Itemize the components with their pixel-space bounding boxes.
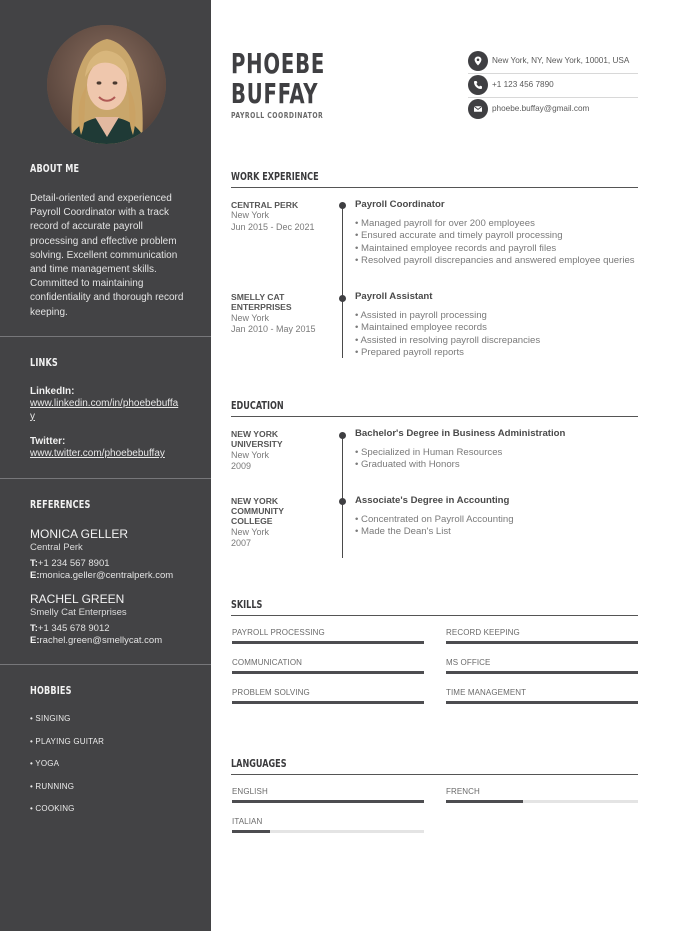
- reference-email: [30, 570, 173, 581]
- profile-photo: [47, 25, 166, 144]
- reference-name: RACHEL GREEN: [30, 592, 125, 606]
- skill-label: RECORD KEEPING: [446, 628, 520, 637]
- language-label: FRENCH: [446, 787, 480, 796]
- linkedin-label: LinkedIn:: [30, 386, 75, 397]
- skill-bar: [446, 701, 638, 704]
- email-text: phoebe.buffay@gmail.com: [492, 104, 590, 113]
- skill-bar-fill: [232, 701, 424, 704]
- job-bullet: • Assisted in resolving payroll discrepancies: [355, 335, 541, 346]
- email-value: monica.geller@centralperk.com: [39, 570, 174, 581]
- education-bullet: • Graduated with Honors: [355, 459, 460, 470]
- hobby-item: • YOGA: [30, 759, 60, 768]
- degree-title: Associate's Degree in Accounting: [355, 495, 510, 506]
- skill-bar: [446, 641, 638, 644]
- school-location: New York: [231, 450, 270, 460]
- about-text: Detail-oriented and experienced Payroll Coordinator with a track record of accurate payroll processing and effective problem solving. Excellent communication and time management skills. Committed to maintaining confidentiality and thorough record keeping.: [30, 193, 184, 318]
- degree-title: Bachelor's Degree in Business Administration: [355, 428, 566, 439]
- education-heading: EDUCATION: [231, 399, 284, 412]
- email-label: E:: [30, 635, 40, 646]
- portrait-image: [47, 25, 166, 144]
- address-text: New York, NY, New York, 10001, USA: [492, 56, 630, 65]
- reference-phone: [30, 623, 110, 634]
- language-bar-fill: [232, 800, 424, 803]
- job-role: Payroll Assistant: [355, 291, 433, 302]
- school-name: NEW YORK UNIVERSITY: [231, 429, 283, 449]
- hobby-item: • RUNNING: [30, 782, 75, 791]
- job-role: Payroll Coordinator: [355, 199, 445, 210]
- divider: [468, 97, 638, 98]
- section-rule: [231, 187, 638, 188]
- job-bullet: • Maintained employee records: [355, 322, 487, 333]
- section-rule: [231, 416, 638, 417]
- phone-value: +1 234 567 8901: [37, 558, 110, 569]
- language-bar: [232, 800, 424, 803]
- job-bullet: • Assisted in payroll processing: [355, 310, 487, 321]
- job-bullet: • Managed payroll for over 200 employees: [355, 218, 535, 229]
- job-bullet: • Maintained employee records and payroll files: [355, 243, 557, 254]
- divider: [0, 478, 211, 479]
- first-name: PHOEBE: [231, 47, 326, 80]
- about-heading: ABOUT ME: [30, 162, 80, 175]
- phone-label: T:: [30, 623, 38, 634]
- skills-heading: SKILLS: [231, 598, 263, 611]
- phone-icon: [468, 75, 488, 95]
- skill-bar: [446, 671, 638, 674]
- divider: [0, 336, 211, 337]
- timeline-dot: [339, 432, 346, 439]
- skill-label: COMMUNICATION: [232, 658, 303, 667]
- phone-text: +1 123 456 7890: [492, 80, 554, 89]
- education-bullet: • Made the Dean's List: [355, 526, 451, 537]
- job-bullet: • Ensured accurate and timely payroll processing: [355, 230, 563, 241]
- language-label: ENGLISH: [232, 787, 268, 796]
- school-name: NEW YORK COMMUNITY COLLEGE: [231, 496, 284, 526]
- email-value: rachel.green@smellycat.com: [39, 635, 163, 646]
- hobby-item: • COOKING: [30, 804, 75, 813]
- company-location: New York: [231, 313, 270, 323]
- skill-label: PROBLEM SOLVING: [232, 688, 310, 697]
- employment-dates: Jan 2010 - May 2015: [231, 324, 316, 334]
- skill-bar-fill: [232, 671, 424, 674]
- skill-bar-fill: [232, 641, 424, 644]
- timeline-line: [342, 205, 343, 358]
- reference-company: Smelly Cat Enterprises: [30, 607, 127, 618]
- section-rule: [231, 774, 638, 775]
- language-label: ITALIAN: [232, 817, 263, 826]
- phone-label: T:: [30, 558, 38, 569]
- company-name: SMELLY CAT ENTERPRISES: [231, 292, 292, 312]
- email-label: E:: [30, 570, 40, 581]
- employment-dates: Jun 2015 - Dec 2021: [231, 222, 315, 232]
- skill-label: TIME MANAGEMENT: [446, 688, 527, 697]
- language-bar: [446, 800, 638, 803]
- school-location: New York: [231, 527, 270, 537]
- phone-value: +1 345 678 9012: [37, 623, 110, 634]
- education-bullet: • Specialized in Human Resources: [355, 447, 503, 458]
- work-heading: WORK EXPERIENCE: [231, 170, 319, 183]
- company-location: New York: [231, 210, 270, 220]
- hobbies-heading: HOBBIES: [30, 684, 72, 697]
- last-name: BUFFAY: [231, 77, 319, 110]
- timeline-dot: [339, 295, 346, 302]
- skill-bar-fill: [446, 641, 638, 644]
- graduation-year: 2009: [231, 461, 252, 471]
- divider: [0, 664, 211, 665]
- graduation-year: 2007: [231, 538, 252, 548]
- job-bullet: • Prepared payroll reports: [355, 347, 464, 358]
- education-bullet: • Concentrated on Payroll Accounting: [355, 514, 514, 525]
- languages-heading: LANGUAGES: [231, 757, 287, 770]
- skill-label: MS OFFICE: [446, 658, 491, 667]
- language-bar-fill: [232, 830, 270, 833]
- linkedin-link[interactable]: www.linkedin.com/in/phoebebuffay: [30, 398, 179, 422]
- sidebar: [0, 0, 211, 931]
- reference-email: [30, 635, 162, 646]
- skill-bar-fill: [446, 671, 638, 674]
- links-heading: LINKS: [30, 356, 58, 369]
- skill-bar: [232, 701, 424, 704]
- location-pin-icon: [468, 51, 488, 71]
- references-heading: REFERENCES: [30, 498, 91, 511]
- timeline-dot: [339, 202, 346, 209]
- reference-name: MONICA GELLER: [30, 527, 129, 541]
- divider: [468, 73, 638, 74]
- language-bar: [232, 830, 424, 833]
- reference-company: Central Perk: [30, 542, 83, 553]
- skill-bar: [232, 671, 424, 674]
- job-bullet: • Resolved payroll discrepancies and answered employee queries: [355, 255, 635, 266]
- reference-phone: [30, 558, 110, 569]
- section-rule: [231, 615, 638, 616]
- timeline-line: [342, 434, 343, 558]
- twitter-label: Twitter:: [30, 436, 66, 447]
- language-bar-fill: [446, 800, 523, 803]
- twitter-link[interactable]: www.twitter.com/phoebebuffay: [30, 448, 165, 459]
- hobby-item: • SINGING: [30, 714, 71, 723]
- company-name: CENTRAL PERK: [231, 200, 299, 210]
- skill-bar-fill: [446, 701, 638, 704]
- skill-label: PAYROLL PROCESSING: [232, 628, 325, 637]
- timeline-dot: [339, 498, 346, 505]
- email-icon: [468, 99, 488, 119]
- skill-bar: [232, 641, 424, 644]
- job-title: PAYROLL COORDINATOR: [231, 111, 324, 120]
- hobby-item: • PLAYING GUITAR: [30, 737, 105, 746]
